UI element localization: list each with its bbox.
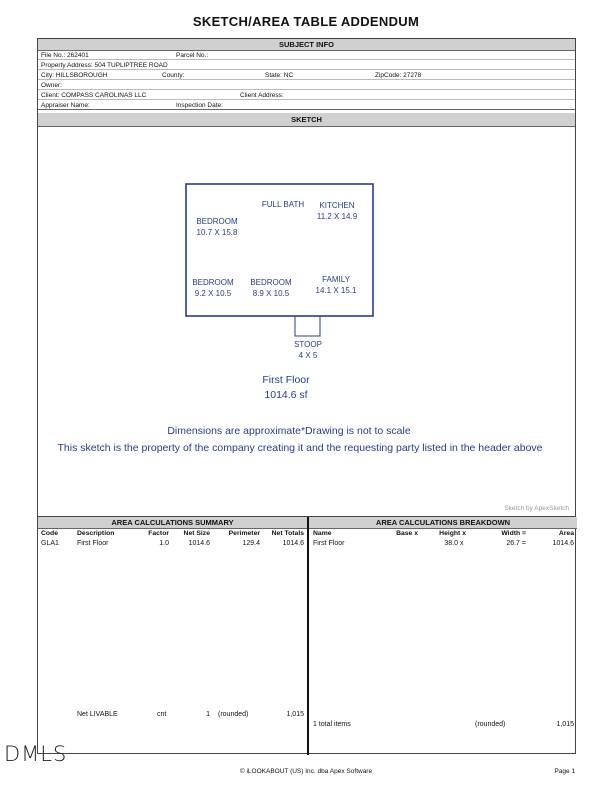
room-stoop: STOOP 4 X 5	[294, 340, 322, 360]
sketch-credit: Sketch by ApexSketch	[504, 505, 569, 512]
file-no: File No.: 262401	[41, 52, 89, 59]
room-bedroom-2: BEDROOM 9.2 X 10.5	[192, 278, 234, 298]
subject-row-file	[38, 51, 575, 60]
sketch-header: SKETCH	[38, 113, 575, 127]
subject-row-client	[38, 91, 575, 100]
subject-row-owner	[38, 81, 575, 90]
breakdown-col-base: Base x	[396, 530, 418, 537]
summary-col-perimeter: Perimeter	[228, 530, 260, 537]
summary-row-factor: 1.0	[159, 540, 169, 547]
breakdown-total-items: 1 total items	[313, 721, 351, 728]
zipcode: ZipCode: 27278	[375, 72, 422, 79]
state: State: NC	[265, 72, 294, 79]
net-livable-rounded: (rounded)	[218, 711, 249, 718]
summary-row-description: First Floor	[77, 540, 109, 547]
breakdown-row-width: 26.7 =	[506, 540, 526, 547]
addendum-form	[37, 38, 576, 754]
subject-row-address	[38, 61, 575, 70]
breakdown-col-width: Width =	[501, 530, 526, 537]
summary-col-net-totals: Net Totals	[271, 530, 304, 537]
subject-row-appraiser	[38, 101, 575, 110]
summary-col-factor: Factor	[148, 530, 169, 537]
property-address: Property Address: 504 TUPLIPTREE ROAD	[41, 62, 168, 69]
net-livable-count: 1	[206, 711, 210, 718]
breakdown-header: AREA CALCULATIONS BREAKDOWN	[309, 517, 577, 529]
net-livable-label: Net LIVABLE	[77, 711, 118, 718]
dmls-logo: DMLS	[4, 742, 68, 766]
summary-row-code: GLA1	[41, 540, 59, 547]
scale-note: Dimensions are approximate*Drawing is not to scale	[167, 425, 411, 437]
floor-summary: First Floor 1014.6 sf	[262, 374, 310, 401]
room-bedroom-1: BEDROOM 10.7 X 15.8	[196, 217, 238, 237]
breakdown-row-name: First Floor	[313, 540, 345, 547]
owner: Owner:	[41, 82, 62, 89]
room-kitchen: KITCHEN 11.2 X 14.9	[316, 201, 358, 221]
breakdown-col-name: Name	[313, 530, 332, 537]
breakdown-row-area: 1014.6	[552, 540, 574, 547]
ownership-note: This sketch is the property of the company creating it and the requesting party listed in the header above	[57, 442, 543, 454]
summary-row-perimeter: 129.4	[242, 540, 260, 547]
summary-col-code: Code	[41, 530, 58, 537]
net-livable-cnt-label: cnt	[157, 711, 167, 718]
summary-row-net-totals: 1014.6	[282, 540, 304, 547]
breakdown-total: 1,015	[556, 721, 574, 728]
summary-col-description: Description	[77, 530, 115, 537]
table-divider	[307, 517, 309, 755]
breakdown-col-area: Area	[558, 530, 574, 537]
room-full-bath: FULL BATH	[261, 200, 305, 209]
stoop-outline	[295, 316, 320, 336]
parcel-no: Parcel No.:	[176, 52, 209, 59]
copyright: © iLOOKABOUT (US) Inc. dba Apex Software	[239, 768, 373, 775]
appraiser-name: Appraiser Name:	[41, 102, 90, 109]
summary-col-net-size: Net Size	[183, 530, 210, 537]
breakdown-row-x: x	[460, 540, 464, 547]
area-calculations	[38, 517, 575, 755]
room-bedroom-3: BEDROOM 8.9 X 10.5	[250, 278, 292, 298]
sketch-area	[38, 127, 575, 517]
summary-row-net-size: 1014.6	[188, 540, 210, 547]
city: City: HILLSBOROUGH	[41, 72, 108, 79]
inspection-date: Inspection Date:	[176, 102, 223, 109]
floor-plan-drawing	[38, 127, 577, 517]
subject-info-header: SUBJECT INFO	[38, 39, 575, 51]
client-address: Client Address:	[240, 92, 284, 99]
page-number: Page 1	[554, 768, 575, 775]
breakdown-row-height: 38.0	[444, 540, 458, 547]
county: County:	[162, 72, 185, 79]
breakdown-col-height: Height x	[439, 530, 466, 537]
page-title: SKETCH/AREA TABLE ADDENDUM	[192, 14, 420, 29]
client: Client: COMPASS CAROLINAS LLC	[41, 92, 147, 99]
subject-row-city	[38, 71, 575, 80]
net-livable-total: 1,015	[286, 711, 304, 718]
breakdown-rounded: (rounded)	[475, 721, 506, 728]
room-family: FAMILY 14.1 X 15.1	[315, 275, 357, 295]
summary-header: AREA CALCULATIONS SUMMARY	[38, 517, 307, 529]
